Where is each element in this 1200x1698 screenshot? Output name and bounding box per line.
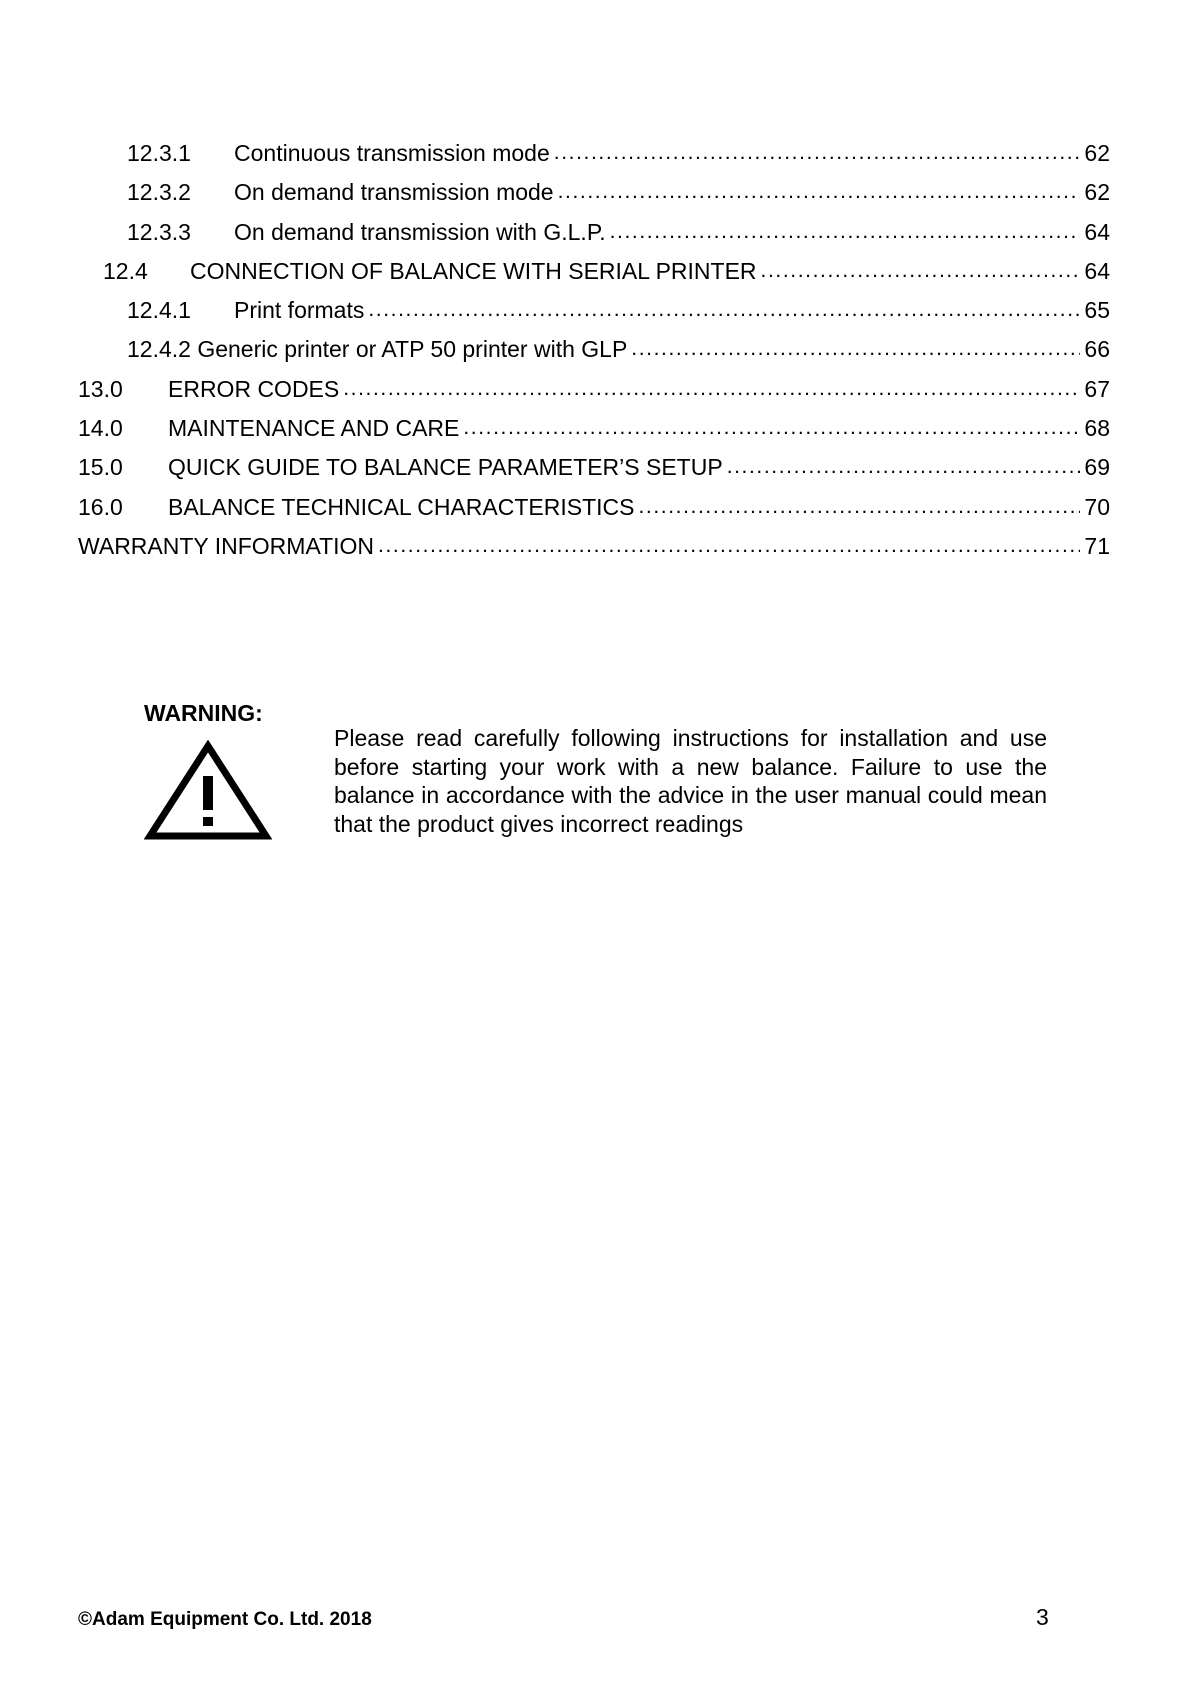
toc-entry-number: 14.0 (78, 415, 123, 442)
toc-entry-number: 15.0 (78, 454, 123, 481)
toc-entry-page: 62 (1084, 140, 1110, 166)
toc-entry-number: 12.4.1 (127, 297, 191, 324)
table-of-contents (78, 138, 1110, 570)
toc-leader-dots (558, 177, 1081, 207)
toc-entry-title: WARRANTY INFORMATION (78, 531, 378, 561)
toc-entry-page: 70 (1084, 493, 1110, 520)
toc-leader-dots (463, 413, 1080, 443)
toc-leader-dots (378, 531, 1080, 561)
toc-entry-title: MAINTENANCE AND CARE (168, 413, 463, 443)
toc-entry[interactable] (78, 177, 1110, 216)
toc-entry[interactable] (78, 413, 1110, 452)
toc-entry-page: 66 (1084, 336, 1110, 363)
toc-leader-dots (638, 492, 1080, 522)
toc-entry-page: 68 (1084, 415, 1110, 442)
toc-entry-title: BALANCE TECHNICAL CHARACTERISTICS (168, 492, 638, 522)
toc-leader-dots (727, 452, 1081, 482)
footer-copyright: ©Adam Equipment Co. Ltd. 2018 (78, 1609, 372, 1630)
toc-entry-title: Continuous transmission mode (234, 138, 554, 168)
page-number: 3 (1036, 1604, 1049, 1630)
toc-entry[interactable] (78, 531, 1110, 570)
toc-entry-number: 12.3.3 (127, 218, 191, 245)
toc-entry-number: 13.0 (78, 375, 123, 402)
toc-entry[interactable] (78, 256, 1110, 295)
toc-entry-title: ERROR CODES (168, 374, 343, 404)
warning-text: Please read carefully following instructions for installation and use before starting your work with a new balance. Failure to use the balance in accordance with the advice in the user manual could mean that the product gives incorrect readings (334, 725, 1047, 837)
warning-triangle-icon (144, 740, 272, 842)
toc-leader-dots (761, 256, 1081, 286)
toc-leader-dots (631, 334, 1080, 364)
toc-entry-page: 64 (1084, 257, 1110, 284)
toc-entry-title: Print formats (234, 295, 368, 325)
toc-entry[interactable] (78, 492, 1110, 531)
toc-entry-title: CONNECTION OF BALANCE WITH SERIAL PRINTER (190, 256, 761, 286)
toc-entry-page: 65 (1084, 297, 1110, 324)
toc-leader-dots (554, 138, 1081, 168)
toc-entry-number: 12.4 (103, 257, 148, 284)
toc-entry-title: QUICK GUIDE TO BALANCE PARAMETER’S SETUP (168, 452, 727, 482)
toc-entry[interactable] (78, 138, 1110, 177)
toc-entry-title: On demand transmission mode (234, 177, 558, 207)
toc-leader-dots (368, 295, 1080, 325)
toc-entry[interactable] (78, 374, 1110, 413)
warning-title: WARNING: (144, 700, 263, 726)
toc-entry-title: On demand transmission with G.L.P. (234, 217, 610, 247)
toc-entry[interactable] (78, 452, 1110, 491)
toc-entry-page: 67 (1084, 375, 1110, 402)
toc-entry-number: 12.3.1 (127, 140, 191, 166)
toc-leader-dots (610, 217, 1081, 247)
toc-entry-number: 16.0 (78, 493, 123, 520)
toc-entry-page: 62 (1084, 179, 1110, 206)
toc-entry-title: 12.4.2 Generic printer or ATP 50 printer with GLP (127, 334, 631, 364)
toc-entry[interactable] (78, 217, 1110, 256)
toc-leader-dots (343, 374, 1080, 404)
toc-entry-number: 12.3.2 (127, 179, 191, 206)
toc-entry-page: 64 (1084, 218, 1110, 245)
toc-entry-page: 69 (1084, 454, 1110, 481)
toc-entry-page: 71 (1084, 532, 1110, 559)
toc-entry[interactable] (78, 295, 1110, 334)
toc-entry[interactable] (78, 334, 1110, 373)
